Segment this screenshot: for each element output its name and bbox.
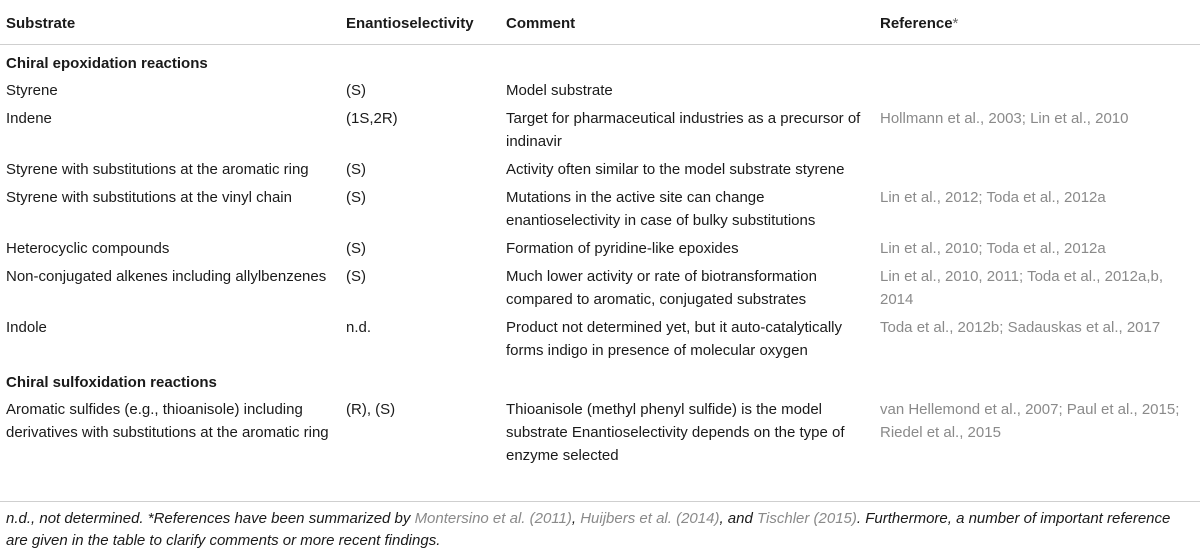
cell-enantio: (1S,2R) (346, 110, 398, 127)
table-row (0, 76, 1200, 104)
table-row (0, 395, 1200, 469)
header-reference (874, 8, 1200, 45)
cell-comment: Mutations in the active site can change enantioselectivity in case of bulky substitutions (506, 189, 816, 229)
footnote-sep-2: , and (719, 510, 757, 527)
cell-enantio: (R), (S) (346, 401, 396, 418)
table-row (0, 183, 1200, 234)
cell-comment: Formation of pyridine-like epoxides (506, 240, 739, 257)
cell-reference: Toda et al., 2012b; Sadauskas et al., 2017 (880, 319, 1161, 336)
footnote-ref-2[interactable]: Huijbers et al. (2014) (580, 510, 720, 527)
section-row-epoxidation (0, 45, 1200, 77)
section-row-sulfoxidation (0, 364, 1200, 395)
header-comment: Comment (506, 15, 576, 32)
cell-substrate: Styrene with substitutions at the vinyl chain (6, 189, 292, 206)
cell-enantio: (S) (346, 161, 366, 178)
section-title-epoxidation: Chiral epoxidation reactions (6, 55, 208, 72)
cell-substrate: Non-conjugated alkenes including allylbenzenes (6, 268, 327, 285)
cell-comment: Thioanisole (methyl phenyl sulfide) is the model substrate Enantioselectivity depends on the type of enzyme selected (506, 401, 845, 464)
cell-substrate: Styrene (6, 82, 58, 99)
header-reference-label: Reference (880, 15, 953, 32)
cell-comment: Much lower activity or rate of biotransformation compared to aromatic, conjugated substrates (506, 268, 817, 308)
cell-comment: Product not determined yet, but it auto-catalytically forms indigo in presence of molecular oxygen (506, 319, 843, 359)
table-row (0, 234, 1200, 262)
footnote-ref-1[interactable]: Montersino et al. (2011) (414, 510, 572, 527)
cell-enantio: (S) (346, 268, 366, 285)
footnote-sep-1: , (571, 510, 581, 527)
header-enantioselectivity: Enantioselectivity (346, 15, 474, 32)
table-row (0, 313, 1200, 364)
cell-enantio: (S) (346, 240, 366, 257)
data-table (0, 8, 1200, 469)
footnote-text-2: . Furthermore, a number of important reference are given in the table to clarify comments or more recent findings. (6, 510, 1171, 549)
cell-comment: Model substrate (506, 82, 613, 99)
cell-reference: Hollmann et al., 2003; Lin et al., 2010 (880, 110, 1129, 127)
table-row (0, 104, 1200, 155)
table-bottom-rule (0, 501, 1200, 502)
table-footnote (6, 508, 1196, 552)
cell-substrate: Aromatic sulfides (e.g., thioanisole) including derivatives with substitutions at the aromatic ring (6, 401, 329, 441)
cell-reference: Lin et al., 2012; Toda et al., 2012a (880, 189, 1106, 206)
table-header-row (0, 8, 1200, 45)
cell-substrate: Styrene with substitutions at the aromatic ring (6, 161, 309, 178)
table-row (0, 262, 1200, 313)
footnote-text-1: n.d., not determined. *References have been summarized by (6, 510, 415, 527)
cell-enantio: (S) (346, 189, 366, 206)
cell-comment: Target for pharmaceutical industries as a precursor of indinavir (506, 110, 861, 150)
cell-reference: Lin et al., 2010, 2011; Toda et al., 2012a,b, 2014 (880, 268, 1164, 308)
cell-substrate: Indole (6, 319, 47, 336)
header-substrate: Substrate (6, 15, 76, 32)
cell-reference (874, 155, 1200, 183)
cell-reference: Lin et al., 2010; Toda et al., 2012a (880, 240, 1106, 257)
header-reference-mark: * (952, 15, 959, 32)
cell-substrate: Heterocyclic compounds (6, 240, 170, 257)
cell-reference: van Hellemond et al., 2007; Paul et al., 2015; Riedel et al., 2015 (880, 401, 1180, 441)
section-title-sulfoxidation: Chiral sulfoxidation reactions (6, 374, 217, 391)
table-row (0, 155, 1200, 183)
cell-enantio: (S) (346, 82, 366, 99)
cell-substrate: Indene (6, 110, 52, 127)
cell-reference (874, 76, 1200, 104)
cell-enantio: n.d. (346, 319, 372, 336)
cell-comment: Activity often similar to the model substrate styrene (506, 161, 845, 178)
footnote-ref-3[interactable]: Tischler (2015) (756, 510, 857, 527)
